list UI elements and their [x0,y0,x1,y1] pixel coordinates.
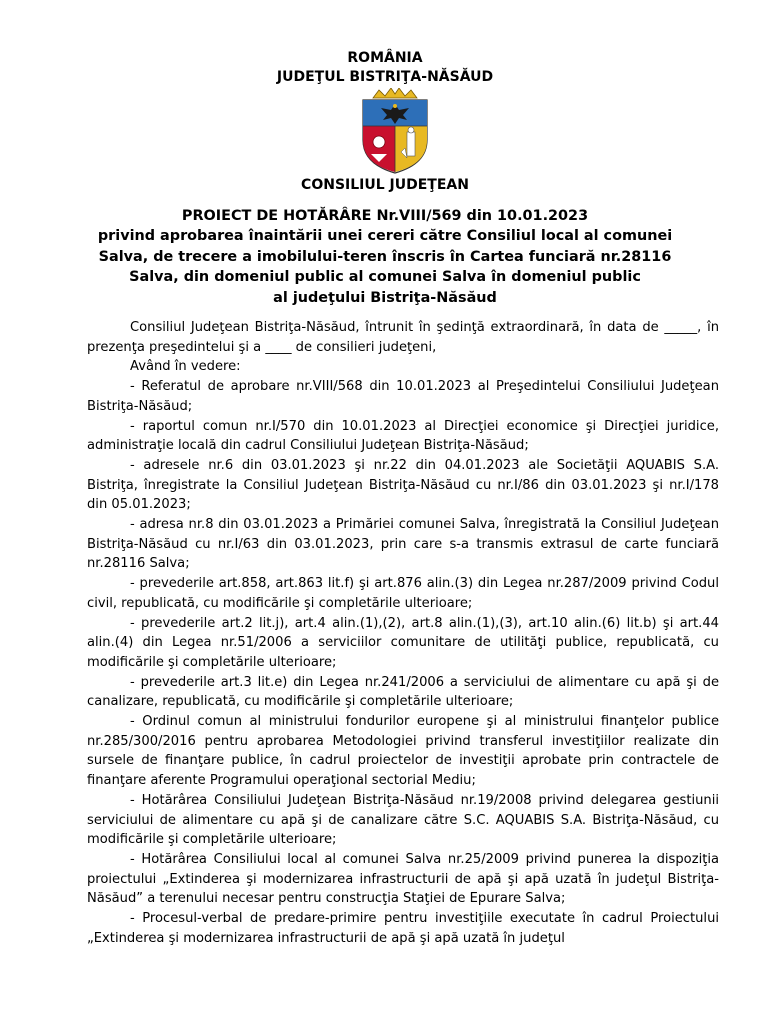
title-line: Salva, de trecere a imobilului-teren înscris în Cartea funciară nr.28116 [98,248,672,265]
legal-basis-item: - prevederile art.858, art.863 lit.f) şi art.876 alin.(3) din Legea nr.287/2009 privind Codul civil, republicată, cu modificările şi completările ulterioare; [87,576,719,611]
document-body [87,318,719,949]
intro-paragraph: Consiliul Judeţean Bistriţa-Năsăud, întrunit în şedinţă extraordinară, în data de _____, în prezenţa preşedintelui şi a ____ de consilieri judeţeni, [87,320,719,355]
title-line: Salva, din domeniul public al comunei Salva în domeniul public [129,269,641,286]
country-heading: ROMÂNIA [347,50,423,66]
legal-basis-item: - Ordinul comun al ministrului fondurilor europene şi al ministrului finanţelor publice nr.285/300/2016 pentru aprobarea Metodologiei privind transferul investiţiilor realizate din sursele de finanţare publice, în cadrul proiectelor de investiţii aprobate prin contractele de finanţare aferente Programului operaţional sectorial Mediu; [87,714,719,789]
legal-basis-item: - prevederile art.2 lit.j), art.4 alin.(1),(2), art.8 alin.(1),(3), art.10 alin.(6) lit.b) şi art.44 alin.(4) din Legea nr.51/2006 a serviciilor comunitare de utilităţi publice, republicată, cu modificările şi completările ulterioare; [87,615,719,670]
coat-of-arms-icon [357,88,433,174]
legal-basis-item: - Referatul de aprobare nr.VIII/568 din 10.01.2023 al Preşedintelui Consiliului Judeţean Bistriţa-Năsăud; [87,379,719,414]
legal-basis-item: - prevederile art.3 lit.e) din Legea nr.241/2006 a serviciului de alimentare cu apă şi de canalizare, republicată, cu modificările şi completările ulterioare; [87,674,719,710]
legal-basis-item: - Hotărârea Consiliului Judeţean Bistriţa-Năsăud nr.19/2008 privind delegarea gestiunii serviciului de alimentare cu apă şi de canalizare către S.C. AQUABIS S.A. Bistriţa-Năsăud, cu modificările şi completările ulterioare; [87,792,719,848]
legal-basis-item: - Procesul-verbal de predare-primire pentru investiţiile executate în cadrul Proiectului „Extinderea şi modernizarea infrastructurii de apă şi apă uzată în judeţul [87,911,719,946]
legal-basis-item: - adresa nr.8 din 03.01.2023 a Primăriei comunei Salva, înregistrată la Consiliul Judeţean Bistriţa-Năsăud cu nr.I/63 din 03.01.2023, prin care s-a transmis extrasul de carte funciară nr.28116 Salva; [87,517,719,572]
title-line: privind aprobarea înaintării unei cereri către Consiliul local al comunei [97,228,673,245]
title-line: PROIECT DE HOTĂRÂRE Nr.VIII/569 din 10.01.2023 [181,208,589,224]
title-line: al judeţului Bistriţa-Năsăud [273,289,497,306]
legal-basis-item: - Hotărârea Consiliului local al comunei Salva nr.25/2009 privind punerea la dispoziţia proiectului „Extinderea şi modernizarea infrastructurii de apă şi apă uzată în judeţul Bistriţa-Năsăud” a terenului necesar pentru construcţia Staţiei de Epurare Salva; [87,851,719,907]
legal-basis-item: - raportul comun nr.I/570 din 10.01.2023 al Direcţiei economice şi Direcţiei juridice, administraţie locală din cadrul Consiliului Judeţean Bistriţa-Năsăud; [87,418,719,454]
having-in-view-label: Având în vedere: [130,359,241,375]
legal-basis-item: - adresele nr.6 din 03.01.2023 şi nr.22 din 04.01.2023 ale Societăţii AQUABIS S.A. Bistriţa, înregistrate la Consiliul Judeţean Bistriţa-Năsăud cu nr.I/86 din 03.01.2023 şi nr.I/178 din 05.01.2023; [87,457,719,513]
document-title [95,206,675,308]
council-heading: CONSILIUL JUDEŢEAN [301,177,469,193]
county-heading: JUDEŢUL BISTRIŢA-NĂSĂUD [276,69,494,85]
